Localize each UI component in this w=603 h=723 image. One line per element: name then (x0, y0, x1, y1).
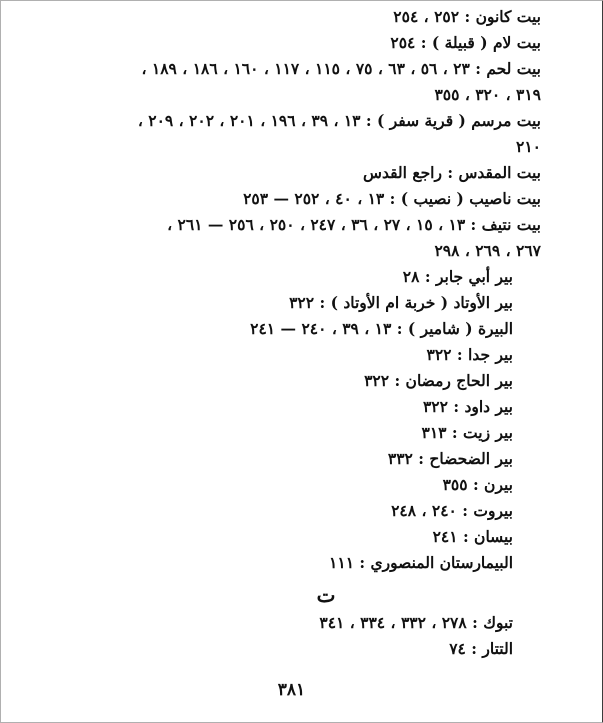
section-letter: ت (316, 583, 336, 607)
entry-line: بيت لحم : ٢٣ ، ٥٦ ، ٦٣ ، ٧٥ ، ١١٥ ، ١١٧ ، ١٦٠ ، ١٨٦ ، ١٨٩ ، (141, 59, 541, 78)
index-entry (21, 30, 541, 56)
entry-line: التتار : ٧٤ (449, 639, 513, 658)
index-entry (21, 636, 541, 662)
index-entry (21, 290, 541, 316)
entry-line: بير داود : ٣٢٢ (422, 397, 513, 416)
index-entry (21, 4, 541, 30)
index-entry (21, 472, 541, 498)
entry-line: بيروت : ٢٤٠ ، ٢٤٨ (391, 501, 513, 520)
index-page (21, 4, 541, 662)
index-entry (21, 160, 541, 186)
entry-line: بيت نتيف : ١٣ ، ١٥ ، ٢٧ ، ٣٦ ، ٢٤٧ ، ٢٥٠ ، ٢٥٦ — ٢٦١ ، (167, 215, 541, 234)
index-entry (21, 498, 541, 524)
index-entry (21, 342, 541, 368)
entry-continuation-line: ٢٦٧ ، ٢٦٩ ، ٢٩٨ (434, 241, 541, 260)
index-entry (21, 56, 541, 108)
index-entry (21, 108, 541, 160)
index-entry (21, 212, 541, 264)
entry-line: بير جدا : ٣٢٢ (426, 345, 513, 364)
entry-line: بيت المقدس : راجع القدس (363, 163, 541, 182)
entry-line: بيسان : ٢٤١ (432, 527, 513, 546)
index-list (21, 4, 541, 576)
index-entry (21, 394, 541, 420)
index-entry (21, 264, 541, 290)
entry-line: بير زيت : ٣١٣ (421, 423, 513, 442)
entry-line: بيت كانون : ٢٥٢ ، ٢٥٤ (393, 7, 541, 26)
entry-line: بيرن : ٣٥٥ (442, 475, 513, 494)
index-entry (21, 610, 541, 636)
entry-continuation-line: ٢١٠ (516, 137, 541, 156)
entry-line: البيرة ( شامير ) : ١٣ ، ٣٩ ، ٢٤٠ — ٢٤١ (250, 319, 513, 338)
index-list-ta (21, 610, 541, 662)
index-entry (21, 368, 541, 394)
entry-continuation-line: ٣١٩ ، ٣٢٠ ، ٣٥٥ (434, 85, 541, 104)
entry-line: بير أبي جابر : ٢٨ (402, 267, 513, 286)
entry-line: بيت ناصيب ( نصيب ) : ١٣ ، ٤٠ ، ٢٥٢ — ٢٥٣ (243, 189, 541, 208)
index-entry (21, 420, 541, 446)
index-entry (21, 446, 541, 472)
entry-line: بيت مرسم ( قرية سفر ) : ١٣ ، ٣٩ ، ١٩٦ ، ٢٠١ ، ٢٠٢ ، ٢٠٩ ، (137, 111, 541, 130)
index-entry (21, 550, 541, 576)
entry-line: تبوك : ٢٧٨ ، ٣٣٢ ، ٣٣٤ ، ٣٤١ (319, 613, 513, 632)
entry-line: بير الحاج رمضان : ٣٢٢ (364, 371, 513, 390)
entry-line: البيمارستان المنصوري : ١١١ (329, 553, 513, 572)
entry-line: بير الأوتاد ( خربة ام الأوتاد ) : ٣٢٢ (289, 293, 513, 312)
page-number: ٣٨١ (277, 680, 306, 700)
entry-line: بيت لام ( قبيلة ) : ٢٥٤ (390, 33, 541, 52)
index-entry (21, 316, 541, 342)
entry-line: بير الضحضاح : ٣٣٢ (387, 449, 513, 468)
index-entry (21, 524, 541, 550)
index-entry (21, 186, 541, 212)
